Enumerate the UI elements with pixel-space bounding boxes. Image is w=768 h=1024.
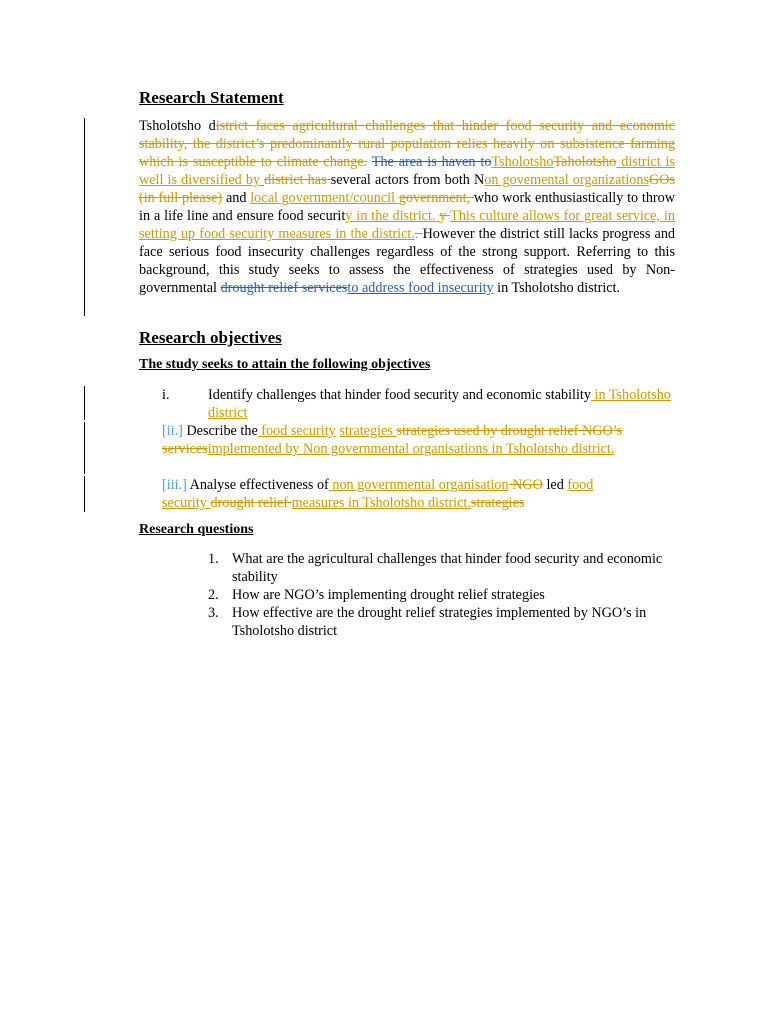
question-1-number: 1.: [208, 551, 219, 567]
objective-2-number: [ii.]: [162, 423, 183, 439]
tracked-insertion: food security: [257, 423, 336, 439]
question-1-text: What are the agricultural challenges that hinder food security and economic stability: [232, 551, 663, 585]
text-run: Tsholotsho d: [139, 118, 216, 134]
tracked-deletion: district has: [264, 172, 331, 188]
tracked-insertion: local government/council: [250, 190, 399, 206]
question-3-text: How effective are the drought relief strategies implemented by NGO’s in Tsholotsho district: [232, 605, 647, 639]
tracked-insertion: food security: [162, 477, 594, 511]
tracked-insertion: This culture allows for great service, in setting up food security measures in the district.: [139, 208, 675, 242]
tracked-insertion: district is well is diversified by: [139, 154, 676, 188]
objective-2-text: [162, 422, 672, 458]
text-run: Identify challenges that hinder food security and economic stability: [208, 387, 591, 403]
tracked-deletion: The area is haven to: [371, 154, 492, 170]
tracked-insertion: non governmental organisation: [328, 477, 509, 493]
tracked-deletion: government,: [398, 190, 474, 206]
objective-1-number: i.: [162, 387, 170, 403]
tracked-deletion: .: [414, 226, 423, 242]
heading-research-questions: Research questions: [139, 522, 254, 537]
tracked-insertion: implemented by Non governmental organisations in Tsholotsho district.: [207, 441, 615, 457]
tracked-insertion: strategies: [339, 423, 397, 439]
heading-research-statement: Research Statement: [139, 88, 284, 107]
heading-research-objectives: Research objectives: [139, 328, 282, 347]
change-bar-statement: [84, 118, 85, 316]
tracked-deletion: GOs (in full please): [139, 172, 675, 206]
text-run: who work enthusiastically to throw in a life line and ensure food securit: [139, 190, 676, 224]
text-run: Describe the: [182, 423, 258, 439]
objectives-intro: The study seeks to attain the following objectives: [139, 357, 431, 372]
tracked-deletion: drought relief: [210, 495, 292, 511]
tracked-insertion: in Tsholotsho district: [208, 387, 671, 421]
change-bar-objective-2: [84, 422, 85, 474]
tracked-deletion: istrict faces agricultural challenges that hinder food security and economic stability, the district’s predominantly rural population relies heavily on subsistence farming which is susceptible to climate change.: [139, 118, 676, 170]
text-run: However the district still lacks progress and face serious food insecurity challenges regardless of the strong support. Referring to this background, this study seeks to assess the effectiveness of strategies used by Non-governmental: [139, 226, 676, 296]
tracked-insertion: Tsholotsho: [491, 154, 554, 170]
text-run: several actors from both N: [330, 172, 485, 188]
text-run: in Tsholotsho district.: [493, 280, 621, 296]
tracked-deletion: NGO: [508, 477, 543, 493]
objective-3-number: [iii.]: [162, 477, 187, 493]
tracked-deletion: strategies used by drought relief NGO’s services: [162, 423, 623, 457]
change-bar-objective-1: [84, 386, 85, 420]
tracked-deletion: drought relief services: [220, 280, 348, 296]
question-3-number: 3.: [208, 605, 219, 621]
question-2-text: How are NGO’s implementing drought relief strategies: [232, 587, 545, 603]
research-statement-paragraph: [139, 117, 675, 297]
text-run: led: [542, 477, 568, 493]
tracked-deletion: Taholotsho: [553, 154, 617, 170]
change-bar-objective-3: [84, 476, 85, 512]
text-run: Analyse effectiveness of: [186, 477, 329, 493]
text-run: and: [222, 190, 251, 206]
tracked-insertion: on govemental organizations: [484, 172, 649, 188]
tracked-insertion: to address food insecurity: [347, 280, 494, 296]
tracked-deletion: y: [439, 208, 451, 224]
tracked-insertion: y in the district.: [345, 208, 440, 224]
question-2-number: 2.: [208, 587, 219, 603]
tracked-deletion: strategies: [470, 495, 525, 511]
tracked-insertion: measures in Tsholotsho district.: [291, 495, 471, 511]
objective-1-text: [208, 386, 674, 422]
objective-3-text: [162, 476, 640, 512]
